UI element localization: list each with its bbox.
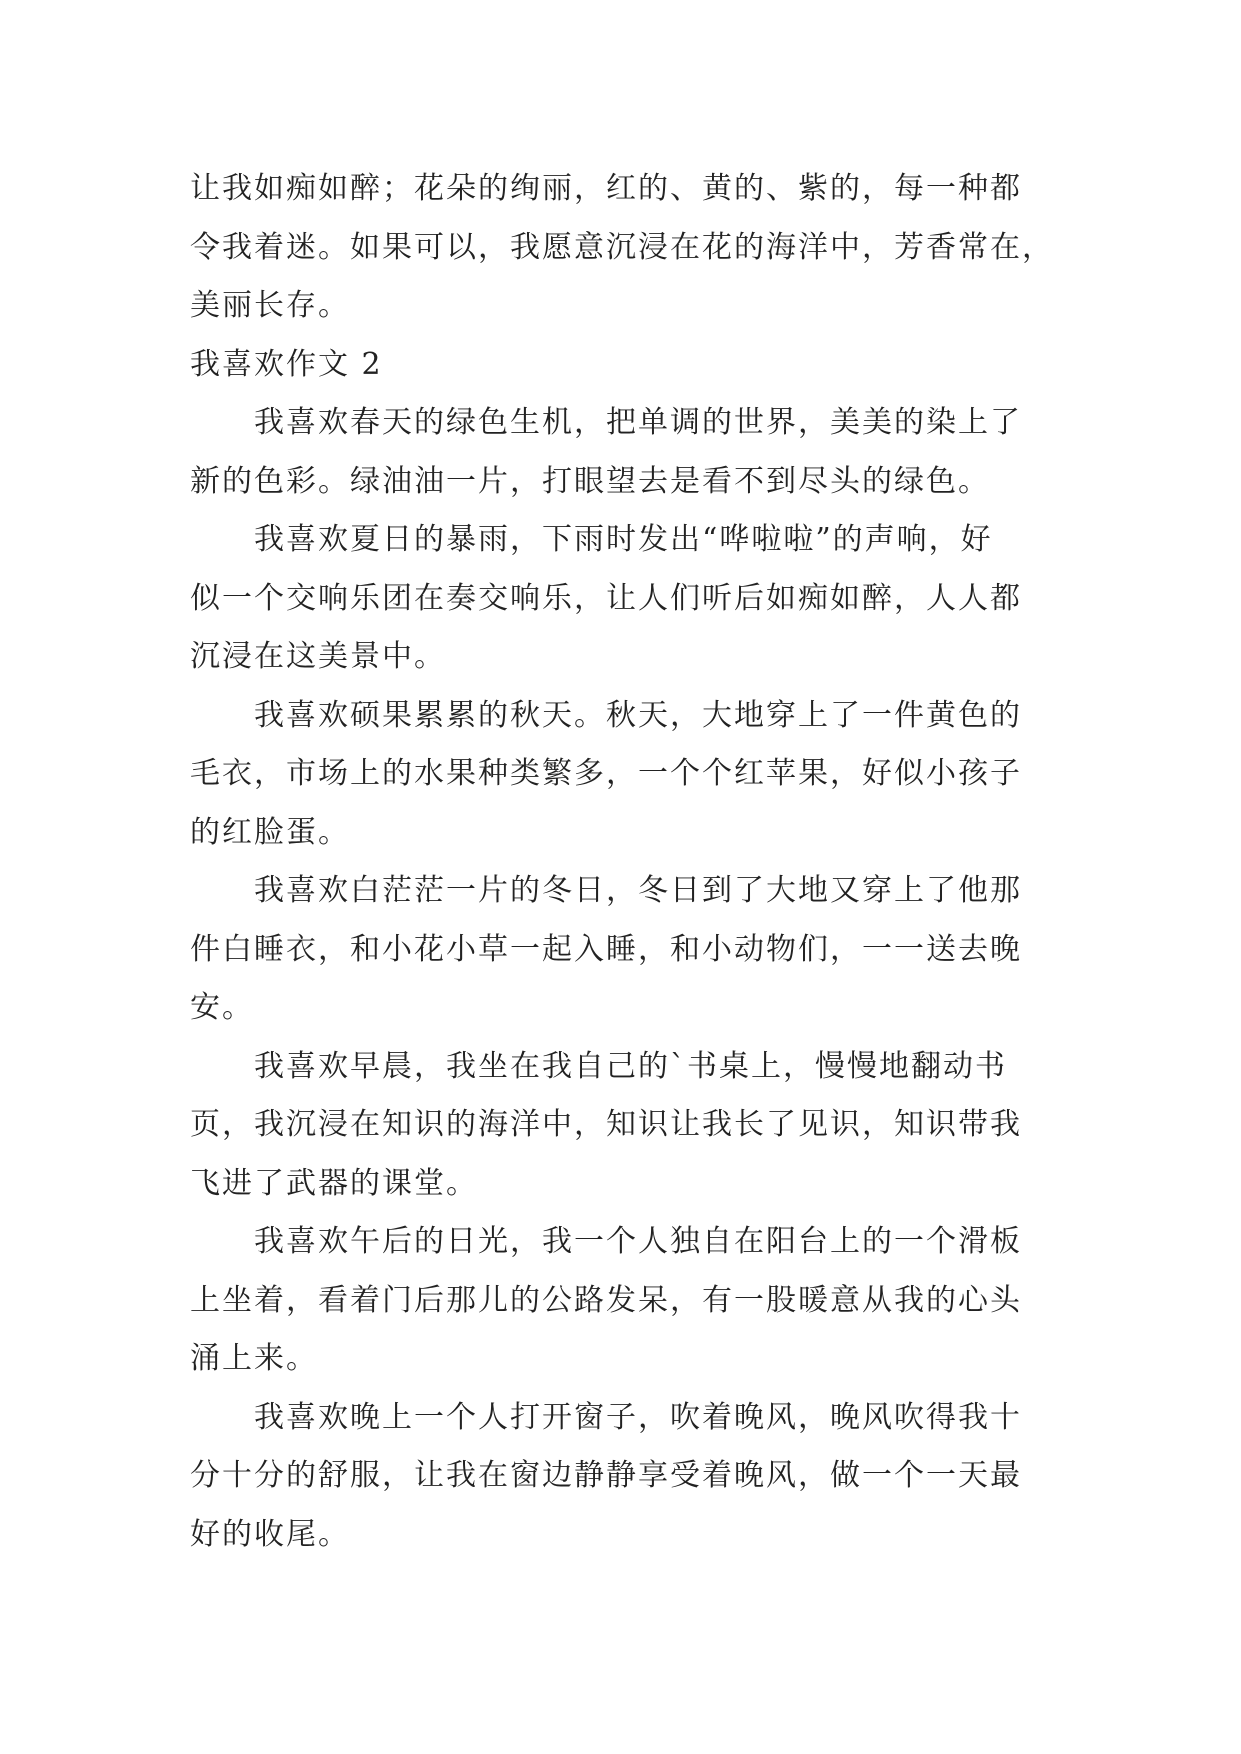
paragraph-first-line: 我喜欢春天的绿色生机，把单调的世界，美美的染上了 — [254, 405, 1022, 440]
section-heading: 我喜欢作文 2 — [190, 346, 383, 382]
text-line: 飞进了武器的课堂。 — [190, 1165, 478, 1201]
paragraph-first-line: 我喜欢晚上一个人打开窗子，吹着晚风，晚风吹得我十 — [254, 1399, 1022, 1435]
text-line: 好的收尾。 — [190, 1516, 350, 1552]
text-line: 毛衣，市场上的水果种类繁多，一个个红苹果，好似小孩子 — [190, 756, 1022, 791]
text-line: 上坐着，看着门后那儿的公路发呆，有一股暖意从我的心头 — [190, 1282, 1022, 1318]
text-line: 件白睡衣，和小花小草一起入睡，和小动物们，一一送去晚 — [190, 931, 1022, 967]
text-line: 涌上来。 — [190, 1341, 318, 1376]
text-line: 分十分的舒服，让我在窗边静静享受着晚风，做一个一天最 — [190, 1458, 1022, 1493]
text-line: 的红脸蛋。 — [190, 814, 350, 850]
paragraph-first-line: 我喜欢早晨，我坐在我自己的`书桌上，慢慢地翻动书 — [254, 1048, 1007, 1084]
text-line: 让我如痴如醉；花朵的绚丽，红的、黄的、紫的，每一种都 — [190, 171, 1022, 206]
text-line: 新的色彩。绿油油一片，打眼望去是看不到尽头的绿色。 — [190, 463, 990, 499]
document-body — [190, 160, 1060, 1564]
paragraph-first-line: 我喜欢午后的日光，我一个人独自在阳台上的一个滑板 — [254, 1224, 1022, 1259]
text-line: 似一个交响乐团在奏交响乐，让人们听后如痴如醉，人人都 — [190, 580, 1022, 616]
text-line: 页，我沉浸在知识的海洋中，知识让我长了见识，知识带我 — [190, 1107, 1022, 1142]
text-line: 令我着迷。如果可以，我愿意沉浸在花的海洋中，芳香常在， — [190, 229, 1054, 265]
text-line: 沉浸在这美景中。 — [190, 639, 446, 674]
text-line: 美丽长存。 — [190, 288, 350, 323]
paragraph-first-line: 我喜欢硕果累累的秋天。秋天，大地穿上了一件黄色的 — [254, 697, 1022, 733]
text-line: 安。 — [190, 990, 254, 1025]
paragraph-first-line: 我喜欢白茫茫一片的冬日，冬日到了大地又穿上了他那 — [254, 873, 1022, 908]
paragraph-first-line: 我喜欢夏日的暴雨，下雨时发出“哗啦啦”的声响，好 — [254, 522, 993, 557]
